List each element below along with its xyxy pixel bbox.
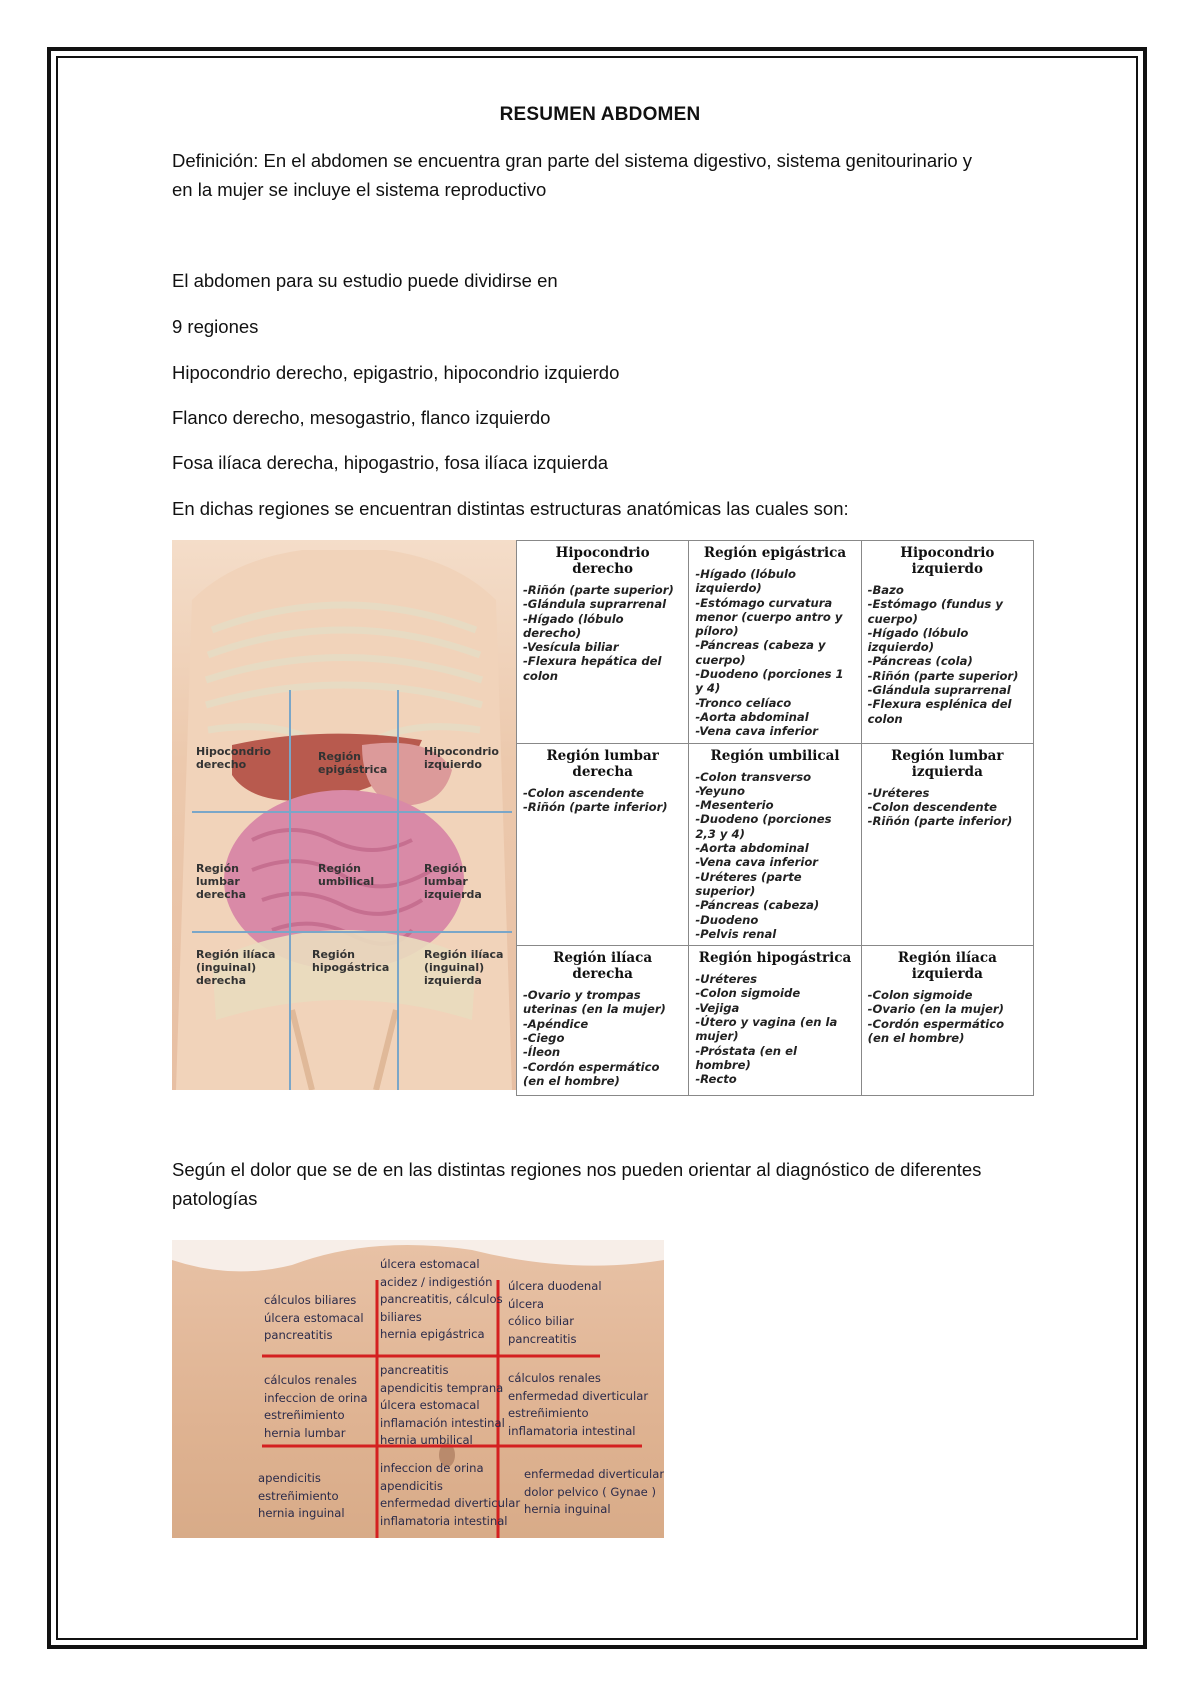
region-item: -Ovario y trompas uterinas (en la mujer) [523,988,666,1017]
pain-cell-r3c2: infeccion de orina apendicitis enfermedad diverticular inflamatoria intestinal [380,1461,521,1528]
definition-paragraph: Definición: En el abdomen se encuentra gran parte del sistema digestivo, sistema genitourinario y en la mujer se incluye el sistema reproductivo [172,150,973,200]
pain-cell-r2c2: pancreatitis apendicitis temprana úlcera estomacal inflamación intestinal hernia umbilical [380,1363,505,1447]
cell-hipocondrio-izquierdo: Hipocondrio izquierdo -Bazo -Estómago (fundus y cuerpo) -Hígado (lóbulo izquierdo) -Páncreas (cola) -Riñón (parte superior) -Glándula suprarrenal -Flexura esplénica del colon [861,541,1033,744]
pain-cell-r1c3: úlcera duodenal úlcera cólico biliar pancreatitis [508,1279,602,1346]
regions-table [516,540,1034,1096]
label-region-iliaca-izquierda: Región ilíaca (inguinal) izquierda [424,948,504,987]
region-item: -Vena cava inferior [695,855,819,870]
region-item: -Ciego [523,1031,565,1046]
cell-region-umbilical: Región umbilical -Colon transverso -Yeyuno -Mesenterio -Duodeno (porciones 2,3 y 4) -Aorta abdominal -Vena cava inferior -Uréteres (parte superior) -Páncreas (cabeza) -Duodeno -Pelvis renal [689,743,861,946]
region-item: -Cordón espermático (en el hombre) [867,1016,1005,1046]
region-item: -Riñón (parte superior) [523,583,674,597]
cell-region-epigastrica: Región epigástrica -Hígado (lóbulo izquierdo) -Estómago curvatura menor (cuerpo antro y píloro) -Páncreas (cabeza y cuerpo) -Duodeno (porciones 1 y 4) -Tronco celíaco -Aorta abdominal -Vena cava inferior [689,541,861,744]
region-item: -Colon descendente [867,799,998,814]
region-item: -Hígado (lóbulo derecho) [523,611,624,640]
region-item: -Vesícula biliar [523,640,619,655]
region-item: -Páncreas (cabeza) [695,898,820,913]
region-item: -Apéndice [523,1016,589,1031]
region-item: -Riñón (parte inferior) [867,814,1013,829]
region-item: -Duodeno [695,912,759,927]
cell-region-hipogastrica: Región hipogástrica -Uréteres -Colon sigmoide -Vejiga -Útero y vagina (en la mujer) -Próstata (en el hombre) -Recto [689,946,861,1096]
pain-map-figure [172,1240,664,1538]
region-item: -Aorta abdominal [695,841,809,856]
abdomen-anatomy-illustration [172,540,516,1090]
region-item: -Hígado (lóbulo izquierdo) [867,625,969,655]
region-item: -Colon sigmoide [695,986,801,1001]
document-title: RESUMEN ABDOMEN [499,104,701,125]
label-region-hipogastrica: Región hipogástrica [312,948,390,974]
region-item: -Pelvis renal [695,926,777,941]
region-item: -Riñón (parte superior) [867,668,1019,683]
cell-region-lumbar-derecha: Región lumbar derecha -Colon ascendente -Riñón (parte inferior) [517,743,689,946]
region-item: -Ovario (en la mujer) [867,1002,1004,1017]
paragraph-1: El abdomen para su estudio puede dividirse en [172,270,558,291]
region-item: -Vena cava inferior [695,724,819,739]
region-item: -Flexura esplénica del colon [867,697,1012,726]
paragraph-5: Fosa ilíaca derecha, hipogastrio, fosa ilíaca izquierda [172,452,609,473]
torso-drawing [172,540,516,1090]
pain-cell-r2c3: cálculos renales enfermedad diverticular estreñimiento inflamatoria intestinal [508,1371,649,1438]
region-item: -Páncreas (cola) [867,654,973,669]
region-item: -Uréteres (parte superior) [695,869,802,898]
region-item: -Colon ascendente [523,785,645,800]
pain-cell-r3c3: enfermedad diverticular dolor pelvico ( Gynae ) hernia inguinal [524,1467,664,1516]
pain-cell-r3c1: apendicitis estreñimiento hernia inguinal [258,1471,345,1520]
region-item: -Duodeno (porciones 2,3 y 4) [695,812,832,841]
label-hipocondrio-derecho: Hipocondrio derecho [196,745,271,771]
label-region-lumbar-izquierda: Región lumbar izquierda [424,862,482,901]
cell-region-lumbar-izquierda: Región lumbar izquierda -Uréteres -Colon descendente -Riñón (parte inferior) [861,743,1033,946]
region-item: -Mesenterio [695,798,774,813]
regions-figure [172,540,1034,1090]
region-item: -Duodeno (porciones 1 y 4) [695,667,844,696]
label-region-umbilical: Región umbilical [318,862,375,888]
region-item: -Colon sigmoide [867,988,973,1003]
label-region-iliaca-derecha: Región ilíaca (inguinal) derecha [196,948,276,987]
region-item: -Bazo [867,583,904,597]
cell-region-iliaca-izquierda: Región ilíaca izquierda -Colon sigmoide -Ovario (en la mujer) -Cordón espermático (en el hombre) [861,946,1033,1096]
label-hipocondrio-izquierdo: Hipocondrio izquierdo [424,745,499,771]
region-item: -Yeyuno [695,783,746,798]
region-item: -Riñón (parte inferior) [523,799,668,814]
region-item: -Flexura hepática del colon [523,654,662,683]
region-item: -Estómago curvatura menor (cuerpo antro y píloro) [695,595,843,639]
pain-cell-r1c2: úlcera estomacal acidez / indigestión pancreatitis, cálculos biliares hernia epigástrica [380,1257,503,1341]
region-item: -Colon transverso [695,769,812,784]
region-item: -Hígado (lóbulo izquierdo) [695,567,796,596]
region-item: -Próstata (en el hombre) [695,1043,797,1072]
label-region-epigastrica: Región epigástrica [318,750,388,776]
region-item: -Aorta abdominal [695,709,809,724]
pain-cell-r2c1: cálculos renales infeccion de orina estreñimiento hernia lumbar [264,1373,368,1440]
cell-region-iliaca-derecha: Región ilíaca derecha -Ovario y trompas uterinas (en la mujer) -Apéndice -Ciego -Íleon -Cordón espermático (en el hombre) [517,946,689,1096]
region-item: -Cordón espermático (en el hombre) [523,1059,660,1088]
paragraph-3: Hipocondrio derecho, epigastrio, hipocondrio izquierdo [172,362,620,383]
region-item: -Glándula suprarrenal [523,597,667,612]
cell-hipocondrio-derecho: Hipocondrio derecho -Riñón (parte superior) -Glándula suprarrenal -Hígado (lóbulo derecho) -Vesícula biliar -Flexura hepática del colon [517,541,689,744]
region-item: -Uréteres [867,785,930,800]
pain-paragraph: Según el dolor que se de en las distintas regiones nos pueden orientar al diagnóstico de diferentes patologías [172,1159,982,1209]
region-item: -Glándula suprarrenal [867,683,1011,698]
region-item: -Estómago (fundus y cuerpo) [867,597,1003,626]
paragraph-6: En dichas regiones se encuentran distintas estructuras anatómicas las cuales son: [172,498,849,519]
paragraph-4: Flanco derecho, mesogastrio, flanco izquierdo [172,407,551,428]
region-item: -Íleon [523,1045,561,1060]
region-item: -Uréteres [695,972,758,987]
region-item: -Páncreas (cabeza y cuerpo) [695,638,826,667]
region-item: -Tronco celíaco [695,695,792,710]
region-item: -Útero y vagina (en la mujer) [695,1015,838,1044]
pain-cell-r1c1: cálculos biliares úlcera estomacal pancreatitis [264,1293,364,1342]
region-item: -Recto [695,1072,737,1087]
paragraph-2: 9 regiones [172,316,259,337]
region-item: -Vejiga [695,1000,740,1015]
label-region-lumbar-derecha: Región lumbar derecha [196,862,246,901]
